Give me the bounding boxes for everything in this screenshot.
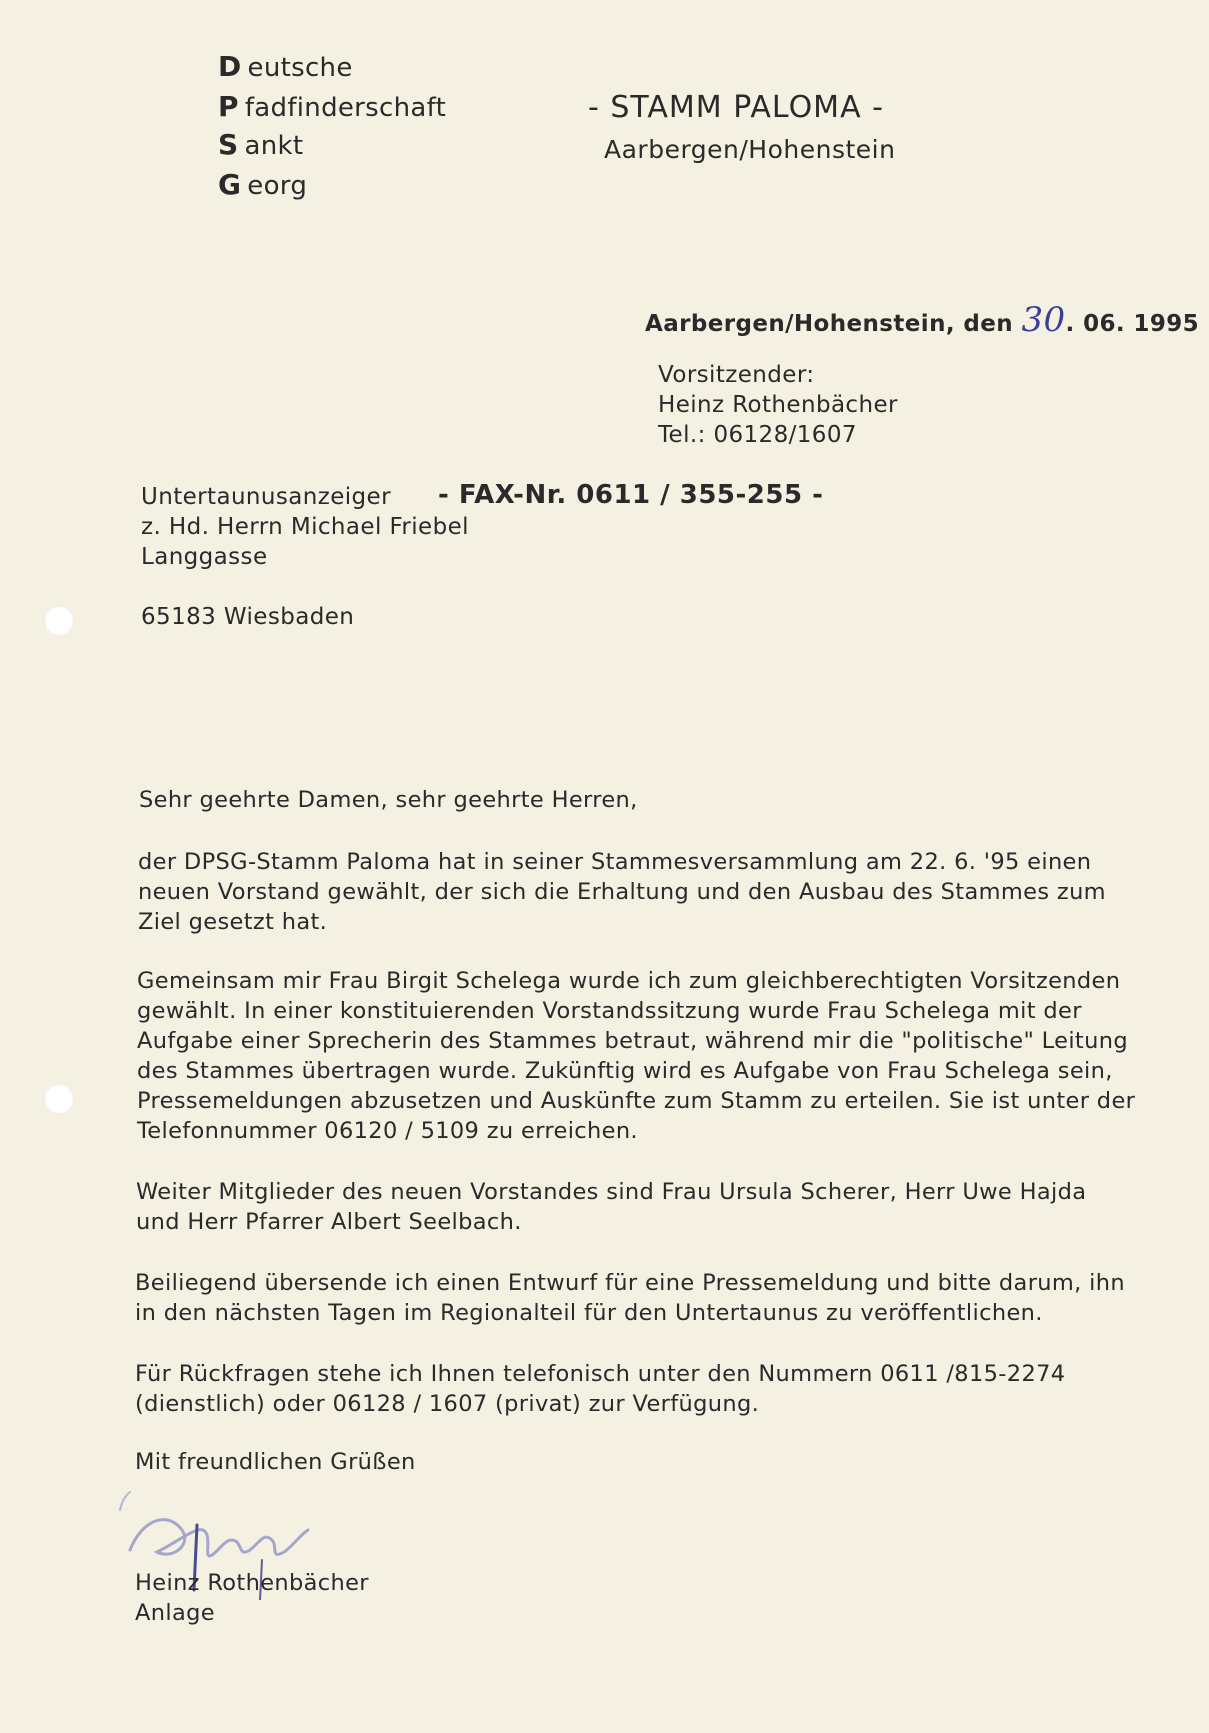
letterhead-line-s bbox=[218, 128, 303, 161]
signature-name: Heinz Rothenbächer bbox=[135, 1570, 369, 1596]
date-suffix: . 06. 1995 bbox=[1065, 311, 1200, 337]
date-prefix: Aarbergen/Hohenstein, den bbox=[645, 311, 1014, 337]
paragraph-line: des Stammes übertragen wurde. Zukünftig wird es Aufgabe von Frau Schelega sein, bbox=[137, 1058, 1113, 1084]
letterhead-initial: D bbox=[218, 50, 242, 83]
letterhead-initial: G bbox=[218, 168, 242, 201]
sender-name: Heinz Rothenbächer bbox=[658, 392, 898, 418]
enclosure-note: Anlage bbox=[135, 1600, 215, 1626]
letterhead-word: fadfinderschaft bbox=[244, 93, 447, 123]
stamm-place: Aarbergen/Hohenstein bbox=[604, 135, 896, 164]
letterhead-word: eorg bbox=[247, 171, 308, 201]
paragraph-4 bbox=[135, 1268, 1135, 1328]
paragraph-1 bbox=[138, 847, 1138, 937]
paragraph-2 bbox=[137, 966, 1137, 1146]
recipient-line-4: 65183 Wiesbaden bbox=[141, 604, 355, 630]
date-line bbox=[645, 300, 1199, 340]
letterhead-word: ankt bbox=[244, 131, 304, 161]
closing: Mit freundlichen Grüßen bbox=[135, 1449, 416, 1475]
letterhead-line-p bbox=[218, 90, 446, 123]
paragraph-line: und Herr Pfarrer Albert Seelbach. bbox=[136, 1209, 522, 1235]
stamm-title: - STAMM PALOMA - bbox=[588, 90, 884, 125]
sender-phone: Tel.: 06128/1607 bbox=[658, 422, 857, 448]
paragraph-line: neuen Vorstand gewählt, der sich die Erhaltung und den Ausbau des Stammes zum bbox=[138, 879, 1106, 905]
paragraph-3 bbox=[136, 1177, 1136, 1237]
paragraph-line: Weiter Mitglieder des neuen Vorstandes sind Frau Ursula Scherer, Herr Uwe Hajda bbox=[136, 1179, 1087, 1205]
letterhead-line-d bbox=[218, 50, 353, 83]
sender-role: Vorsitzender: bbox=[658, 362, 815, 388]
salutation: Sehr geehrte Damen, sehr geehrte Herren, bbox=[139, 787, 638, 813]
handwritten-day: 30 bbox=[1021, 300, 1066, 340]
paragraph-line: in den nächsten Tagen im Regionalteil für den Untertaunus zu veröffentlichen. bbox=[135, 1300, 1043, 1326]
punch-hole bbox=[44, 606, 74, 636]
recipient-line-1: Untertaunusanzeiger bbox=[141, 484, 391, 510]
paragraph-line: (dienstlich) oder 06128 / 1607 (privat) zur Verfügung. bbox=[135, 1391, 760, 1417]
paragraph-line: Gemeinsam mir Frau Birgit Schelega wurde ich zum gleichberechtigten Vorsitzenden bbox=[137, 968, 1121, 994]
paragraph-line: Aufgabe einer Sprecherin des Stammes betraut, während mir die "politische" Leitung bbox=[137, 1028, 1128, 1054]
paragraph-line: Beiliegend übersende ich einen Entwurf für eine Pressemeldung und bitte darum, ihn bbox=[135, 1270, 1126, 1296]
letterhead-initial: P bbox=[218, 90, 239, 123]
paragraph-line: Für Rückfragen stehe ich Ihnen telefonisch unter den Nummern 0611 /815-2274 bbox=[135, 1361, 1066, 1387]
letterhead-word: eutsche bbox=[247, 53, 353, 83]
paragraph-line: Pressemeldungen abzusetzen und Auskünfte zum Stamm zu erteilen. Sie ist unter der bbox=[137, 1088, 1136, 1114]
recipient-line-2: z. Hd. Herrn Michael Friebel bbox=[141, 514, 469, 540]
paragraph-5 bbox=[135, 1359, 1135, 1419]
recipient-line-3: Langgasse bbox=[141, 544, 268, 570]
fax-number: - FAX-Nr. 0611 / 355-255 - bbox=[438, 480, 824, 510]
letterhead-initial: S bbox=[218, 128, 239, 161]
letterhead-line-g bbox=[218, 168, 307, 201]
paragraph-line: Ziel gesetzt hat. bbox=[138, 909, 328, 935]
punch-hole bbox=[44, 1084, 74, 1114]
paragraph-line: der DPSG-Stamm Paloma hat in seiner Stammesversammlung am 22. 6. '95 einen bbox=[138, 849, 1092, 875]
paragraph-line: gewählt. In einer konstituierenden Vorstandssitzung wurde Frau Schelega mit der bbox=[137, 998, 1082, 1024]
paragraph-line: Telefonnummer 06120 / 5109 zu erreichen. bbox=[137, 1118, 638, 1144]
